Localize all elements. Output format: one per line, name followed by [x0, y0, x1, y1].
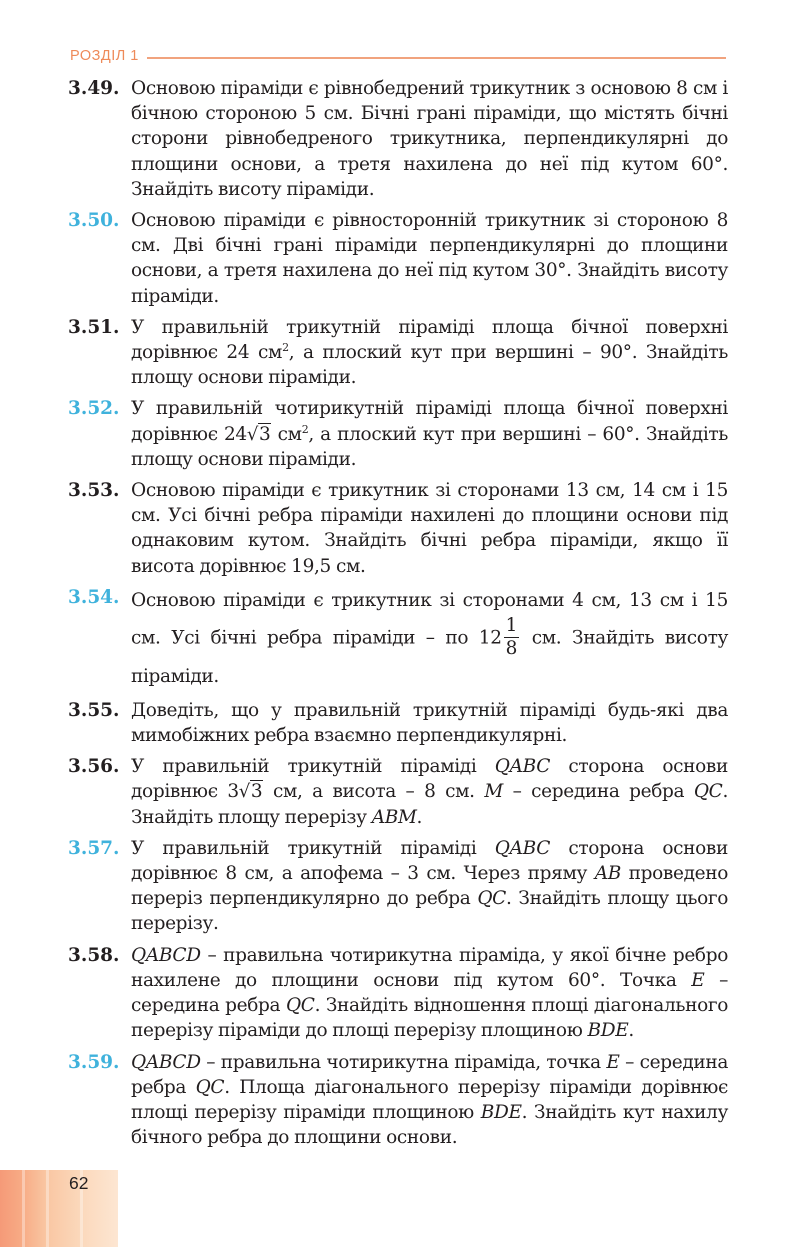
problem-3-56: [68, 754, 728, 830]
superscript: 2: [282, 341, 289, 355]
problem-3-50: [68, 208, 728, 309]
problem-number: 3.49.: [68, 78, 120, 99]
problem-3-53: [68, 478, 728, 579]
mixed-fraction: $\frac{1}{8}$: [505, 614, 518, 659]
problem-number: 3.55.: [68, 699, 120, 721]
problem-number: 3.51.: [68, 316, 120, 338]
problem-3-59: [68, 1050, 728, 1151]
problem-number: 3.59.: [68, 1051, 120, 1073]
problem-number: 3.52.: [68, 398, 120, 420]
problem-3-52: [68, 396, 728, 472]
problem-number: 3.57.: [68, 837, 120, 859]
section-label: РОЗДІЛ 1: [70, 48, 139, 64]
problem-3-58: [68, 943, 728, 1044]
problem-number: 3.56.: [68, 756, 120, 778]
problem-text: Доведіть, що у правильній трикутній піраміді будь-які два мимобіжних ребра взаємно перпендикулярні.: [131, 699, 728, 747]
page-number: 62: [69, 1173, 89, 1193]
superscript: 2: [301, 422, 309, 436]
problem-3-55: [68, 698, 728, 748]
square-root: √3: [238, 781, 263, 803]
problem-text: Основою піраміди є трикутник зі сторонами 13 см, 14 см і 15 см. Усі бічні ребра піраміди нахилені до площини основи під однаковим кутом. Знайдіть бічні ребра піраміди, якщо її висота дорівнює 19,5 см.: [131, 480, 728, 577]
section-header: [70, 46, 726, 66]
problem-number: 3.58.: [68, 944, 120, 966]
square-root: √3: [246, 423, 271, 445]
problem-3-54: [68, 585, 728, 692]
problem-3-51: [68, 315, 728, 391]
problem-text: У правильній трикутній піраміді QABC сторона основи дорівнює 8 см, а апофема – 3 см. Через пряму AB проведено переріз перпендикулярно до ребра QC. Знайдіть площу цього перерізу.: [131, 837, 728, 935]
problem-text: У правильній трикутній піраміді QABC сторона основи дорівнює 3√3 см, а висота – 8 см. M – середина ребра QC. Знайдіть площу перерізу ABM.: [131, 756, 728, 828]
problem-text: У правильній трикутній піраміді площа бічної поверхні дорівнює 24 $см^2$, а плоский кут при вершині – 90°. Знайдіть площу основи піраміди.: [131, 316, 729, 389]
page-corner-decoration: [0, 1170, 118, 1247]
problem-text: Основою піраміди є рівносторонній трикутник зі стороною 8 см. Дві бічні грані піраміди перпендикулярні до площини основи, а третя нахилена до неї під кутом 30°. Знайдіть висоту піраміди.: [131, 210, 728, 307]
problem-text: Основою піраміди є рівнобедрений трикутник з основою 8 см і бічною стороною 5 см. Бічні грані піраміди, що містять бічні сторони рівнобедреного трикутника, перпендикулярні до площини основи, а третя нахилена до неї під кутом 60°. Знайдіть висоту піраміди.: [131, 78, 728, 200]
problem-text: QABCD – правильна чотирикутна піраміда, у якої бічне ребро нахилене до площини основи під кутом 60°. Точка E – середина ребра QC. Знайдіть відношення площі діагонального перерізу піраміди до площі перерізу площиною BDE.: [131, 944, 728, 1042]
problem-text: QABCD – правильна чотирикутна піраміда, точка E – середина ребра QC. Площа діагонального перерізу піраміди дорівнює площі перерізу піраміди площиною BDE. Знайдіть кут нахилу бічного ребра до площини основи.: [131, 1051, 729, 1149]
header-rule: [147, 57, 726, 59]
problem-text: У правильній чотирикутній піраміді площа бічної поверхні дорівнює 24√3 $см^2$, а плоский кут при вершині – 60°. Знайдіть площу основи піраміди.: [131, 398, 728, 470]
problem-list: [68, 76, 728, 1156]
problem-text: Основою піраміди є трикутник зі сторонами 4 см, 13 см і 15 см. Усі бічні ребра піраміди – по 12 $\frac{1}{8}$ см. Знайдіть висоту піраміди.: [131, 589, 729, 687]
problem-number: 3.53.: [68, 480, 120, 502]
problem-3-57: [68, 836, 728, 937]
problem-number: 3.50.: [68, 210, 120, 232]
problem-3-49: [68, 76, 728, 202]
problem-number: 3.54.: [68, 586, 120, 608]
